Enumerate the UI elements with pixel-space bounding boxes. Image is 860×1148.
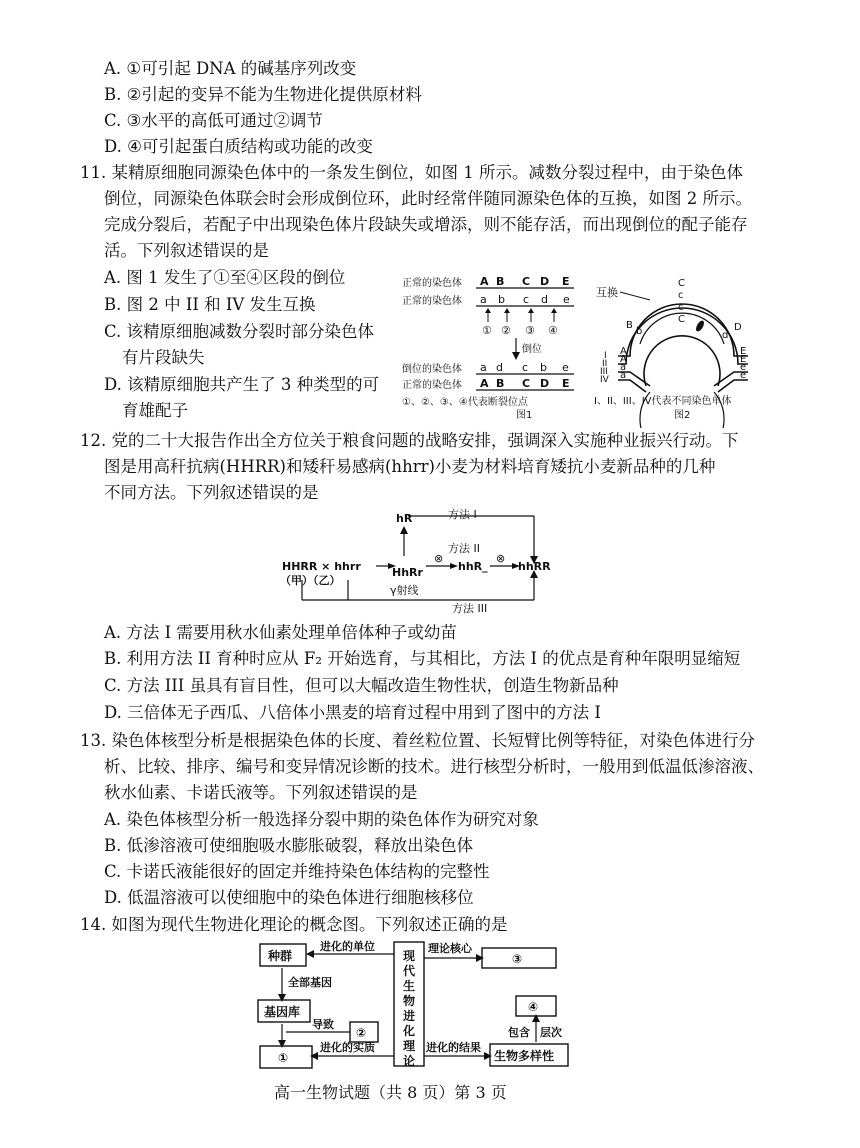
- q14-stem: 14. 如图为现代生物进化理论的概念图。下列叙述正确的是: [80, 915, 508, 934]
- concept-center: [402, 948, 416, 1068]
- diagram-parents: HHRR × hhrr: [282, 560, 361, 573]
- fig2-top-letter-2: c: [678, 290, 684, 301]
- diagram-f1: HhRr: [392, 566, 423, 579]
- diagram-target: hhRR: [518, 560, 551, 573]
- concept-gene-pool: 基因库: [264, 1005, 301, 1019]
- concept-center-char: 现: [402, 949, 416, 963]
- q13-option-d: D. 低温溶液可以使细胞中的染色体进行细胞核移位: [104, 888, 474, 907]
- diagram-mid: hhR_: [458, 560, 488, 573]
- fig1-row3-letter-1: a: [480, 361, 487, 374]
- fig2-legend: I、II、III、IV代表不同染色单体: [594, 396, 732, 407]
- q11-stem-line-2: 倒位，同源染色体联会时会形成倒位环，此时经常伴随同源染色体的互换，如图 2 所示。: [104, 189, 752, 208]
- fig2-left-letter-4: A: [620, 354, 627, 365]
- q12-stem-line-1: 12. 党的二十大报告作出全方位关于粮食问题的战略安排，强调深入实施种业振兴行动。下: [80, 431, 739, 450]
- concept-center-char: 生: [402, 979, 416, 993]
- q13-stem-line-1: 13. 染色体核型分析是根据染色体的长度、着丝粒位置、长短臂比例等特征，对染色体进行分: [80, 731, 755, 750]
- q10-option-b: B. ②引起的变异不能为生物进化提供原材料: [104, 85, 422, 104]
- fig2-swap-label: 互换: [596, 286, 618, 299]
- concept-unit: 进化的单位: [320, 940, 375, 953]
- q11-option-b: B. 图 2 中 II 和 IV 发生互换: [104, 295, 316, 314]
- q12-option-b: B. 利用方法 II 育种时应从 F₂ 开始选育，与其相比，方法 I 的优点是育种年限明显缩短: [104, 649, 741, 668]
- q13-stem-line-2: 析、比较、排序、编号和变异情况诊断的技术。进行核型分析时，一般用到低温低渗溶液、: [104, 757, 764, 776]
- fig1-row2-letter-4: d: [541, 293, 548, 306]
- fig1-row2-letter-3: c: [523, 293, 530, 306]
- fig1-row2-label: 正常的染色体: [402, 296, 462, 307]
- concept-center-char: 进: [402, 1009, 416, 1023]
- fig2-top-letter-1: C: [678, 278, 685, 289]
- q14-concept-map: [250, 938, 600, 1072]
- concept-diversity: 生物多样性: [494, 1049, 555, 1063]
- q12-option-c: C. 方法 III 虽具有盲目性，但可以大幅改造生物性状，创造生物新品种: [104, 676, 619, 695]
- fig2-left-letter-5: a: [620, 362, 627, 373]
- fig1-break-4: ④: [548, 324, 558, 337]
- fig2-roman-2: II: [602, 359, 608, 369]
- fig1-row1-letter-5: E: [562, 275, 570, 288]
- fig1-row4-letter-2: B: [496, 377, 505, 390]
- q11-option-c-cont: 有片段缺失: [122, 348, 205, 367]
- fig1-row4-letter-1: A: [480, 377, 489, 390]
- fig1-row3-letter-5: e: [562, 361, 569, 374]
- fig2-roman-1: I: [604, 351, 607, 361]
- q12-option-d: D. 三倍体无子西瓜、八倍体小黑麦的培育过程中用到了图中的方法 I: [104, 703, 601, 722]
- fig1-row3-letter-2: d: [496, 361, 503, 374]
- q12-stem-line-2: 图是用高秆抗病(HHRR)和矮秆易感病(hhrr)小麦为材料培育矮抗小麦新品种的几种: [104, 457, 716, 476]
- diagram-method-2: 方法 II: [448, 542, 480, 555]
- concept-center-char: 物: [402, 994, 416, 1008]
- concept-result: 进化的结果: [426, 1041, 481, 1054]
- q10-option-c: C. ③水平的高低可通过②调节: [104, 111, 323, 130]
- fig2-top-letter-4: C: [678, 314, 685, 325]
- q11-figure-1: [400, 272, 586, 422]
- fig1-row3-letter-3: c: [522, 361, 529, 374]
- q11-option-d: D. 该精原细胞共产生了 3 种类型的可: [104, 375, 380, 394]
- concept-levels: 层次: [540, 1026, 562, 1039]
- fig1-row1-letter-3: C: [522, 275, 531, 288]
- fig2-left-letter-3: A: [620, 346, 627, 357]
- fig1-row2-letter-1: a: [480, 293, 487, 306]
- fig1-row4-letter-5: E: [562, 377, 570, 390]
- fig1-break-3: ③: [525, 324, 535, 337]
- concept-core: 理论核心: [428, 942, 472, 955]
- diagram-method-3: 方法 III: [452, 602, 488, 615]
- q12-stem-line-3: 不同方法。下列叙述错误的是: [104, 483, 319, 502]
- concept-essence: 进化的实质: [320, 1041, 375, 1054]
- q11-option-a: A. 图 1 发生了①至④区段的倒位: [104, 268, 346, 287]
- fig1-row1-letter-4: D: [540, 275, 550, 288]
- concept-center-char: 代: [402, 964, 416, 978]
- diagram-method-1: 方法 I: [448, 508, 477, 521]
- fig2-top-letter-3: c: [678, 302, 684, 313]
- diagram-gamma: γ射线: [390, 584, 419, 597]
- fig2-right-letter-2: d: [722, 330, 729, 341]
- diagram-self-1: ⊗: [434, 552, 444, 565]
- fig1-row3-label: 倒位的染色体: [402, 364, 462, 375]
- fig1-arrow-label: 倒位: [522, 344, 542, 355]
- q12-option-a: A. 方法 I 需要用秋水仙素处理单倍体种子或幼苗: [104, 623, 457, 642]
- concept-n3: ③: [512, 952, 523, 966]
- q11-figure-2: [590, 268, 766, 428]
- fig1-row4-letter-3: C: [522, 377, 531, 390]
- concept-leads: 导致: [312, 1018, 334, 1031]
- fig2-roman-3: III: [600, 367, 608, 377]
- fig2-left-letter-2: b: [636, 326, 643, 337]
- concept-n4: ④: [528, 1000, 539, 1014]
- concept-population: 种群: [268, 949, 293, 963]
- fig1-break-1: ①: [482, 324, 492, 337]
- concept-center-char: 理: [402, 1039, 416, 1053]
- concept-center-char: 论: [402, 1054, 416, 1068]
- concept-n1: ①: [278, 1051, 289, 1065]
- concept-all-genes: 全部基因: [288, 976, 332, 989]
- fig1-row1-label: 正常的染色体: [402, 278, 462, 289]
- fig2-left-letter-6: a: [620, 370, 627, 381]
- diagram-hR: hR: [396, 512, 413, 525]
- fig1-caption: 图1: [516, 410, 533, 421]
- fig1-row2-letter-2: b: [498, 293, 505, 306]
- q13-stem-line-3: 秋水仙素、卡诺氏液等。下列叙述错误的是: [104, 783, 418, 802]
- fig1-row4-label: 正常的染色体: [402, 380, 462, 391]
- fig2-caption: 图2: [674, 410, 691, 421]
- q13-option-a: A. 染色体核型分析一般选择分裂中期的染色体作为研究对象: [104, 810, 539, 829]
- diagram-self-2: ⊗: [496, 552, 506, 565]
- fig2-right-letter-3: E: [740, 346, 747, 357]
- fig2-right-letter-4: E: [740, 354, 747, 365]
- fig1-break-2: ②: [501, 324, 511, 337]
- fig1-row2-letter-5: e: [563, 293, 570, 306]
- concept-n2: ②: [356, 1026, 367, 1040]
- concept-contains: 包含: [508, 1026, 530, 1039]
- q10-option-a: A. ①可引起 DNA 的碱基序列改变: [104, 59, 357, 78]
- fig1-row4-letter-4: D: [540, 377, 550, 390]
- q11-stem-line-1: 11. 某精原细胞同源染色体中的一条发生倒位，如图 1 所示。减数分裂过程中，由于染色体: [80, 163, 743, 182]
- q13-option-c: C. 卡诺氏液能很好的固定并维持染色体结构的完整性: [104, 862, 490, 881]
- q13-option-b: B. 低渗溶液可使细胞吸水膨胀破裂，释放出染色体: [104, 836, 474, 855]
- fig2-left-letter-1: B: [626, 320, 633, 331]
- q11-stem-line-4: 活。下列叙述错误的是: [104, 241, 269, 260]
- fig2-right-letter-1: D: [734, 322, 742, 333]
- page-footer: 高一生物试题（共 8 页）第 3 页: [274, 1083, 507, 1102]
- q11-stem-line-3: 完成分裂后，若配子中出现染色体片段缺失或增添，则不能存活，而出现倒位的配子能存: [104, 215, 748, 234]
- concept-center-char: 化: [402, 1024, 416, 1038]
- fig2-right-letter-5: e: [740, 362, 747, 373]
- fig1-legend: ①、②、③、④代表断裂位点: [402, 397, 528, 408]
- q11-option-d-cont: 育雄配子: [122, 401, 188, 420]
- q12-breeding-diagram: [280, 508, 570, 618]
- fig1-row3-letter-4: b: [540, 361, 547, 374]
- q11-option-c: C. 该精原细胞减数分裂时部分染色体: [104, 322, 375, 341]
- fig2-right-letter-6: e: [740, 370, 747, 381]
- q10-option-d: D. ④可引起蛋白质结构或功能的改变: [104, 137, 373, 156]
- fig1-row1-letter-2: B: [496, 275, 505, 288]
- fig1-row1-letter-1: A: [480, 275, 489, 288]
- diagram-parents-labels: （甲）（乙）: [280, 574, 341, 587]
- fig2-roman-4: IV: [600, 375, 609, 385]
